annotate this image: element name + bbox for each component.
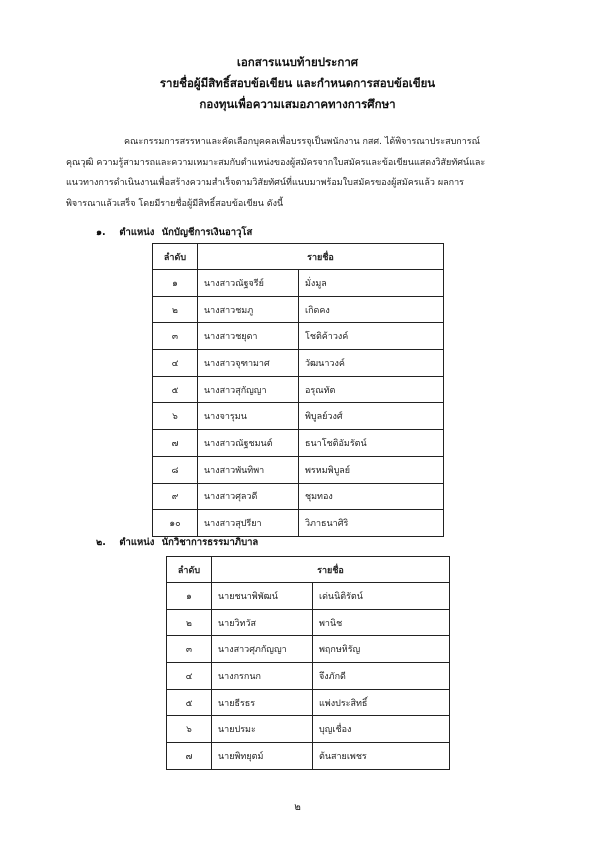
section-heading-1 (96, 225, 252, 240)
table-row (167, 583, 450, 610)
row-number: ๔ (167, 663, 212, 690)
last-name: ต้นสายเพชร (313, 743, 450, 770)
last-name: อรุณทัต (299, 376, 444, 403)
last-name: เกิดคง (299, 296, 444, 323)
first-name: นายวิทวัส (212, 609, 313, 636)
candidate-table-2 (166, 556, 450, 770)
last-name: ชุมทอง (299, 483, 444, 510)
first-name: นางสาวณัฐชมนต์ (198, 430, 299, 457)
row-number: ๒ (153, 296, 198, 323)
table-row (153, 296, 444, 323)
first-name: นางสาวชยุดา (198, 323, 299, 350)
column-header-name: รายชื่อ (212, 557, 450, 583)
first-name: นางกรกนก (212, 663, 313, 690)
position-title: นักวิชาการธรรมาภิบาล (161, 537, 259, 548)
title-line-3: กองทุนเพื่อความเสมอภาคทางการศึกษา (199, 97, 396, 111)
row-number: ๗ (153, 430, 198, 457)
last-name: จึงภักดี (313, 663, 450, 690)
table-row (153, 270, 444, 297)
section-heading-2 (96, 535, 258, 550)
table-row (153, 403, 444, 430)
row-number: ๕ (153, 376, 198, 403)
last-name: วิภาธนาศิริ (299, 510, 444, 537)
last-name: โชติค้าวงค์ (299, 323, 444, 350)
intro-line-4: พิจารณาแล้วเสร็จ โดยมีรายชื่อผู้มีสิทธิ์สอบข้อเขียน ดังนี้ (66, 198, 284, 209)
table-row (167, 743, 450, 770)
table-row (153, 483, 444, 510)
position-label: ตำแหน่ง (119, 227, 155, 238)
first-name: นางสาวศุภกัญญา (212, 636, 313, 663)
last-name: พฤกษหิรัญ (313, 636, 450, 663)
row-number: ๒ (167, 609, 212, 636)
last-name: พานิช (313, 609, 450, 636)
first-name: นายปรมะ (212, 716, 313, 743)
table-row (167, 716, 450, 743)
column-header-order: ลำดับ (153, 244, 198, 270)
row-number: ๑๐ (153, 510, 198, 537)
last-name: แพ่งประสิทธิ์ (313, 689, 450, 716)
row-number: ๙ (153, 483, 198, 510)
table-row (167, 609, 450, 636)
position-label: ตำแหน่ง (119, 537, 155, 548)
table-row (167, 689, 450, 716)
first-name: นางสาวชมภู (198, 296, 299, 323)
title-line-2: รายชื่อผู้มีสิทธิ์สอบข้อเขียน และกำหนดการสอบข้อเขียน (159, 76, 436, 90)
first-name: นางสาวจุฑามาศ (198, 350, 299, 377)
last-name: พิบูลย์วงศ์ (299, 403, 444, 430)
row-number: ๕ (167, 689, 212, 716)
intro-line-2: คุณวุฒิ ความรู้สามารถและความเหมาะสมกับตำแหน่งของผู้สมัครจากใบสมัครและข้อเขียนแสดงวิสัยทัศน์และ (66, 157, 486, 168)
first-name: นายชนาพิพัฒน์ (212, 583, 313, 610)
row-number: ๖ (167, 716, 212, 743)
table-header-row (153, 244, 444, 270)
section-number: ๒. (96, 537, 106, 548)
row-number: ๔ (153, 350, 198, 377)
intro-paragraph (66, 132, 536, 214)
last-name: พรหมพิบูลย์ (299, 456, 444, 483)
column-header-order: ลำดับ (167, 557, 212, 583)
row-number: ๗ (167, 743, 212, 770)
intro-line-1: คณะกรรมการสรรหาและคัดเลือกบุคคลเพื่อบรรจุเป็นพนักงาน กสศ. ได้พิจารณาประสบการณ์ (124, 137, 480, 147)
first-name: นางสาวสุกัญญา (198, 376, 299, 403)
row-number: ๖ (153, 403, 198, 430)
row-number: ๓ (167, 636, 212, 663)
candidate-table-1 (152, 243, 444, 537)
table-header-row (167, 557, 450, 583)
first-name: นางสาวพันทิพา (198, 456, 299, 483)
first-name: นางจารุมน (198, 403, 299, 430)
last-name: เด่นนิติรัตน์ (313, 583, 450, 610)
first-name: นางสาวศุลวดี (198, 483, 299, 510)
table-row (153, 376, 444, 403)
last-name: ธนาโชติอัมรัตน์ (299, 430, 444, 457)
table-row (167, 636, 450, 663)
last-name: บุญเชื่อง (313, 716, 450, 743)
row-number: ๑ (153, 270, 198, 297)
row-number: ๘ (153, 456, 198, 483)
table-row (153, 510, 444, 537)
table-row (153, 350, 444, 377)
first-name: นางสาวสุปรียา (198, 510, 299, 537)
first-name: นายธีรธร (212, 689, 313, 716)
first-name: นายพิทยุตม์ (212, 743, 313, 770)
table-row (153, 456, 444, 483)
row-number: ๓ (153, 323, 198, 350)
document-title (0, 52, 595, 115)
position-title: นักบัญชีการเงินอาวุโส (161, 227, 253, 238)
table-row (153, 323, 444, 350)
last-name: วัฒนาวงค์ (299, 350, 444, 377)
column-header-name: รายชื่อ (198, 244, 444, 270)
intro-line-3: แนวทางการดำเนินงานเพื่อสร้างความสำเร็จตามวิสัยทัศน์ที่แนบมาพร้อมใบสมัครของผู้สมัครแล้ว ผลการ (66, 178, 464, 188)
table-row (153, 430, 444, 457)
section-number: ๑. (96, 227, 106, 238)
title-line-1: เอกสารแนบท้ายประกาศ (236, 55, 359, 69)
first-name: นางสาวณัฐจรีย์ (198, 270, 299, 297)
page-number: ๒ (294, 802, 301, 813)
table-row (167, 663, 450, 690)
last-name: มั่งมูล (299, 270, 444, 297)
row-number: ๑ (167, 583, 212, 610)
